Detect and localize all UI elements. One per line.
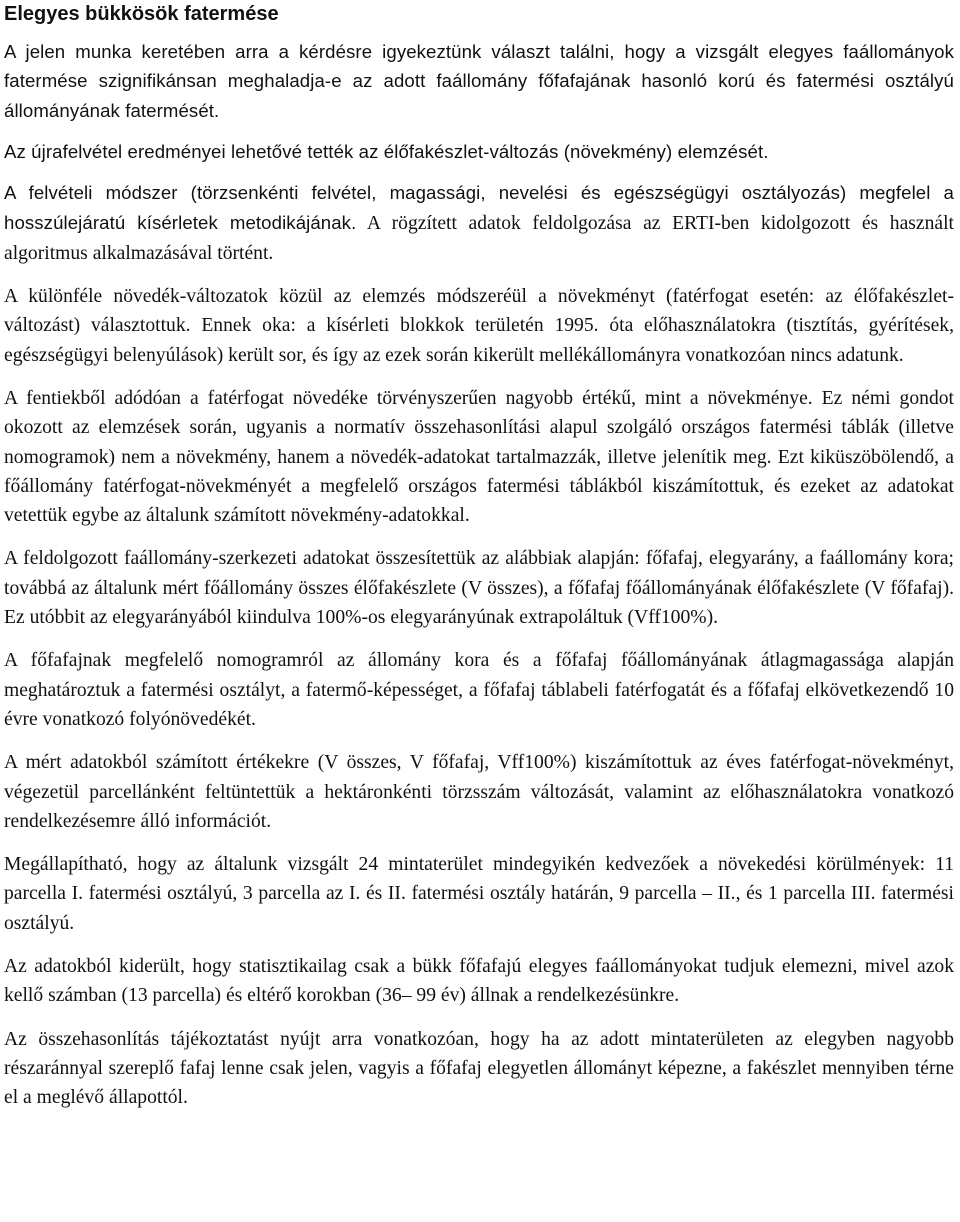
paragraph-comparison: Az összehasonlítás tájékoztatást nyújt arra vonatkozóan, hogy ha az adott mintaterületen az elegyben nagyobb részaránnyal szereplő fafaj lenne csak jelen, vagyis a főfafaj elegyetlen állományt képezne, a fakészlet mennyiben térne el a meglévő állapottól. — [4, 1028, 954, 1109]
paragraph-method — [4, 178, 954, 268]
processing-text: A rögzített adatok feldolgozása az ERTI-ben kidolgozott és használt algoritmus alkalmazásával történt. — [4, 213, 954, 264]
paragraph-annual-increment: A mért adatokból számított értékekre (V összes, V főfafaj, Vff100%) kiszámítottuk az éves fatérfogat-növekményt, végezetül parcellánként feltüntettük a hektáronkénti törzsszám változását, valamint az előhasználatokra vonatkozó rendelkezésemre álló információt. — [4, 752, 954, 832]
method-text: A felvételi módszer (törzsenkénti felvétel, magassági, nevelési és egészségügyi osztályozás) megfelel a hosszúlejáratú kísérletek metodikájának. — [4, 182, 954, 234]
paragraph-sample-plots: Megállapítható, hogy az általunk vizsgált 24 mintaterület mindegyikén kedvezőek a növekedési körülmények: 11 parcella I. fatermési osztályú, 3 parcella az I. és II. fatermési osztály határán, 9 parcella – II., és 1 parcella III. fatermési osztályú. — [4, 854, 954, 934]
paragraph-intro: A jelen munka keretében arra a kérdésre igyekeztünk választ találni, hogy a vizsgált elegyes faállományok fatermése szignifikánsan meghaladja-e az adott faállomány főfafajának hasonló korú és fatermési osztályú állományának fatermését. — [4, 41, 954, 121]
paragraph-beech-stands: Az adatokból kiderült, hogy statisztikailag csak a bükk főfafajú elegyes faállományokat tudjuk elemezni, mivel azok kellő számban (13 parcella) és eltérő korokban (36– 99 év) állnak a rendelkezésünkre. — [4, 956, 954, 1007]
paragraph-remeasurement: Az újrafelvétel eredményei lehetővé tették az élőfakészlet-változás (növekmény) elemzését. — [4, 140, 769, 162]
paragraph-nomogram: A főfafajnak megfelelő nomogramról az állomány kora és a főfafaj főállományának átlagmagassága alapján meghatároztuk a fatermési osztályt, a fatermő-képességet, a főfafaj táblabeli fatérfogatát és a főfafaj elkövetkezendő 10 évre vonatkozó folyónövedékét. — [4, 650, 954, 730]
paragraph-increment-variants: A különféle növedék-változatok közül az elemzés módszeréül a növekményt (fatérfogat esetén: az élőfakészlet-változást) választottuk. Ennek oka: a kísérleti blokkok területén 1995. óta előhasználatokra (tisztítás, gyérítések, egészségügyi belenyúlások) került sor, és így az ezek során kikerült mellékállományra vonatkozóan nincs adatunk. — [4, 286, 954, 366]
document-page — [4, 0, 954, 1127]
paragraph-volume-growth: A fentiekből adódóan a fatérfogat növedéke törvényszerűen nagyobb értékű, mint a növekménye. Ez némi gondot okozott az elemzések során, ugyanis a normatív összehasonlítási alapul szolgáló országos fatermési táblák (illetve nomogramok) nem a növekmény, hanem a növedék-adatokat tartalmazzák, illetve jelenítik meg. Ezt kiküszöbölendő, a főállomány fatérfogat-növekményét a megfelelő országos fatermési táblákból kiszámítottuk, és ezeket az adatokat vetettük egybe az általunk számított növekmény-adatokkal. — [4, 387, 954, 527]
paragraph-stand-structure: A feldolgozott faállomány-szerkezeti adatokat összesítettük az alábbiak alapján: főfafaj, elegyarány, a faállomány kora; továbbá az általunk mért főállomány összes élőfakészlete (V összes), a főfafaj főállományának élőfakészlete (V főfafaj). Ez utóbbit az elegyarányából kiindulva 100%-os elegyarányúnak extrapoláltuk (Vff100%). — [4, 548, 954, 629]
page-title: Elegyes bükkösök fatermése — [4, 3, 279, 25]
